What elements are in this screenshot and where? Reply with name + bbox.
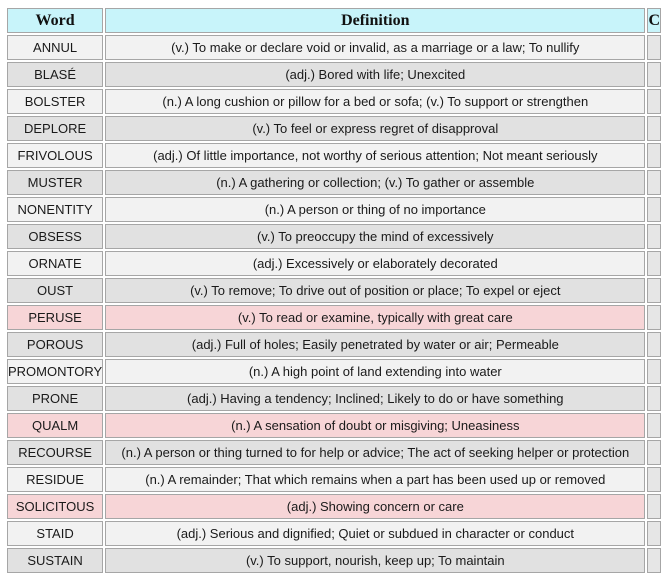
- word-cell: PERUSE: [7, 305, 103, 330]
- extra-column-cell: [647, 494, 661, 519]
- word-cell: STAID: [7, 521, 103, 546]
- table-row: [7, 548, 661, 573]
- definition-cell: (v.) To feel or express regret of disapproval: [105, 116, 645, 141]
- definition-cell: (n.) A person or thing of no importance: [105, 197, 645, 222]
- word-cell: POROUS: [7, 332, 103, 357]
- table-row: [7, 143, 661, 168]
- definition-cell: (v.) To make or declare void or invalid, as a marriage or a law; To nullify: [105, 35, 645, 60]
- extra-column-cell: [647, 170, 661, 195]
- table-body: [7, 35, 661, 573]
- definition-column-header[interactable]: Definition: [105, 8, 645, 33]
- extra-column-cell: [647, 62, 661, 87]
- table-row: [7, 197, 661, 222]
- word-cell: SOLICITOUS: [7, 494, 103, 519]
- word-cell: PROMONTORY: [7, 359, 103, 384]
- extra-column-cell: [647, 386, 661, 411]
- extra-column-cell: [647, 224, 661, 249]
- extra-column-cell: [647, 143, 661, 168]
- table-row: [7, 494, 661, 519]
- word-cell: BLASÉ: [7, 62, 103, 87]
- extra-column-cell: [647, 278, 661, 303]
- table-row: [7, 116, 661, 141]
- extra-column-cell: [647, 35, 661, 60]
- table-row: [7, 62, 661, 87]
- definition-cell: (n.) A remainder; That which remains when a part has been used up or removed: [105, 467, 645, 492]
- definition-cell: (n.) A sensation of doubt or misgiving; Uneasiness: [105, 413, 645, 438]
- definition-cell: (v.) To support, nourish, keep up; To maintain: [105, 548, 645, 573]
- table-row: [7, 440, 661, 465]
- word-cell: QUALM: [7, 413, 103, 438]
- extra-column-header[interactable]: C: [647, 8, 661, 33]
- extra-column-cell: [647, 359, 661, 384]
- word-cell: PRONE: [7, 386, 103, 411]
- definition-cell: (adj.) Serious and dignified; Quiet or subdued in character or conduct: [105, 521, 645, 546]
- definition-cell: (adj.) Excessively or elaborately decorated: [105, 251, 645, 276]
- table-row: [7, 89, 661, 114]
- definition-cell: (v.) To remove; To drive out of position or place; To expel or eject: [105, 278, 645, 303]
- word-cell: FRIVOLOUS: [7, 143, 103, 168]
- definition-cell: (adj.) Having a tendency; Inclined; Likely to do or have something: [105, 386, 645, 411]
- extra-column-cell: [647, 116, 661, 141]
- table-row: [7, 170, 661, 195]
- definition-cell: (v.) To read or examine, typically with great care: [105, 305, 645, 330]
- word-cell: OBSESS: [7, 224, 103, 249]
- extra-column-cell: [647, 467, 661, 492]
- extra-column-cell: [647, 548, 661, 573]
- extra-column-cell: [647, 413, 661, 438]
- table-row: [7, 278, 661, 303]
- definition-cell: (adj.) Of little importance, not worthy of serious attention; Not meant seriously: [105, 143, 645, 168]
- extra-column-cell: [647, 521, 661, 546]
- definition-cell: (n.) A gathering or collection; (v.) To gather or assemble: [105, 170, 645, 195]
- word-cell: OUST: [7, 278, 103, 303]
- table-row: [7, 386, 661, 411]
- table-row: [7, 35, 661, 60]
- table-row: [7, 332, 661, 357]
- table-row: [7, 251, 661, 276]
- extra-column-cell: [647, 197, 661, 222]
- definition-cell: (adj.) Bored with life; Unexcited: [105, 62, 645, 87]
- word-cell: NONENTITY: [7, 197, 103, 222]
- definition-cell: (n.) A person or thing turned to for help or advice; The act of seeking helper or protection: [105, 440, 645, 465]
- word-cell: SUSTAIN: [7, 548, 103, 573]
- definition-cell: (n.) A long cushion or pillow for a bed or sofa; (v.) To support or strengthen: [105, 89, 645, 114]
- extra-column-cell: [647, 89, 661, 114]
- word-cell: RESIDUE: [7, 467, 103, 492]
- definition-cell: (v.) To preoccupy the mind of excessively: [105, 224, 645, 249]
- table-row: [7, 413, 661, 438]
- word-cell: BOLSTER: [7, 89, 103, 114]
- word-cell: ORNATE: [7, 251, 103, 276]
- word-cell: DEPLORE: [7, 116, 103, 141]
- table-header-row: [7, 8, 661, 33]
- table-row: [7, 521, 661, 546]
- word-cell: ANNUL: [7, 35, 103, 60]
- extra-column-cell: [647, 440, 661, 465]
- table-row: [7, 305, 661, 330]
- word-cell: MUSTER: [7, 170, 103, 195]
- definition-cell: (adj.) Showing concern or care: [105, 494, 645, 519]
- extra-column-cell: [647, 251, 661, 276]
- extra-column-cell: [647, 332, 661, 357]
- definition-cell: (n.) A high point of land extending into water: [105, 359, 645, 384]
- definition-cell: (adj.) Full of holes; Easily penetrated by water or air; Permeable: [105, 332, 645, 357]
- word-column-header[interactable]: Word: [7, 8, 103, 33]
- word-cell: RECOURSE: [7, 440, 103, 465]
- table-row: [7, 359, 661, 384]
- table-row: [7, 224, 661, 249]
- table-row: [7, 467, 661, 492]
- extra-column-cell: [647, 305, 661, 330]
- vocabulary-table: [5, 6, 663, 575]
